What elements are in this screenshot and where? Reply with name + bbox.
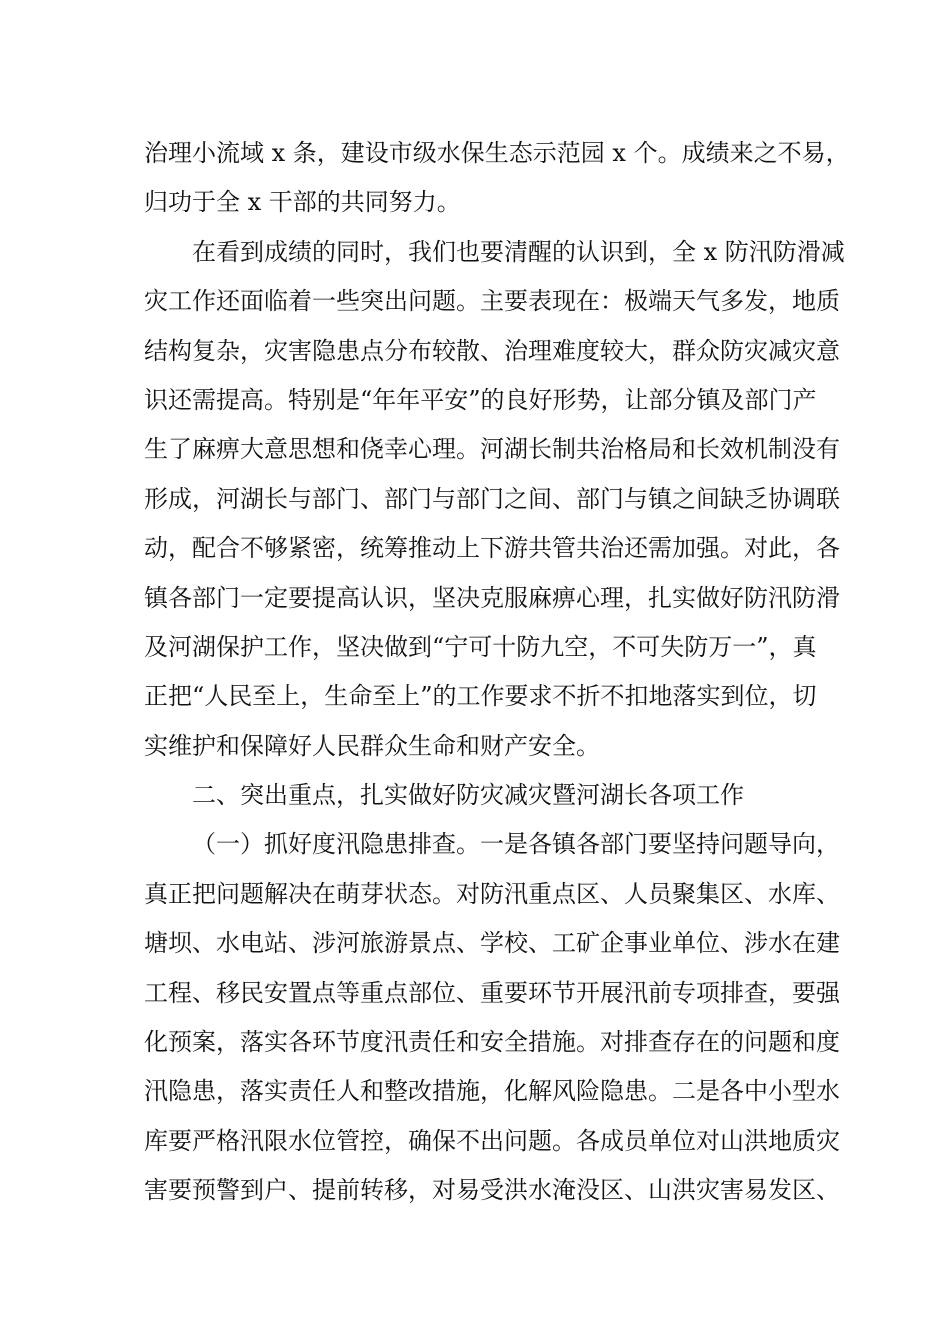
text-line: 动，配合不够紧密，统筹推动上下游共管共治还需加强。对此，各 bbox=[144, 534, 840, 563]
text-line: 正把“人民至上，生命至上”的工作要求不折不扣地落实到位，切 bbox=[144, 682, 817, 711]
text-line: 工程、移民安置点等重点部位、重要环节开展汛前专项排查，要强 bbox=[144, 978, 840, 1007]
paragraph-start-line: 在看到成绩的同时，我们也要清醒的认识到，全 x 防汛防滑减 bbox=[192, 237, 845, 266]
text-line: 识还需提高。特别是“年年平安”的良好形势，让部分镇及部门产 bbox=[144, 385, 817, 414]
subsection-start-line: （一）抓好度汛隐患排查。一是各镇各部门要坚持问题导向， bbox=[192, 830, 840, 859]
document-body bbox=[144, 129, 850, 1216]
text-line: 灾工作还面临着一些突出问题。主要表现在：极端天气多发，地质 bbox=[144, 287, 840, 316]
text-line: 塘坝、水电站、涉河旅游景点、学校、工矿企事业单位、涉水在建 bbox=[144, 929, 840, 958]
text-line: 生了麻痹大意思想和侥幸心理。河湖长制共治格局和长效机制没有 bbox=[144, 435, 840, 464]
text-line: 及河湖保护工作，坚决做到“宁可十防九空，不可失防万一”，真 bbox=[144, 632, 817, 661]
text-line: 治理小流域 x 条，建设市级水保生态示范园 x 个。成绩来之不易， bbox=[144, 139, 850, 167]
text-line: 库要严格汛限水位管控，确保不出问题。各成员单位对山洪地质灾 bbox=[144, 1126, 840, 1155]
text-line: 真正把问题解决在萌芽状态。对防汛重点区、人员聚集区、水库、 bbox=[144, 879, 840, 908]
text-line: 归功于全 x 干部的共同努力。 bbox=[144, 188, 461, 217]
text-line: 结构复杂，灾害隐患点分布较散、治理难度较大，群众防灾减灾意 bbox=[144, 336, 840, 365]
text-line: 汛隐患，落实责任人和整改措施，化解风险隐患。二是各中小型水 bbox=[144, 1077, 840, 1106]
text-line: 害要预警到户、提前转移，对易受洪水淹没区、山洪灾害易发区、 bbox=[144, 1176, 840, 1205]
text-line: 镇各部门一定要提高认识，坚决克服麻痹心理，扎实做好防汛防滑 bbox=[144, 583, 840, 612]
section-heading: 二、突出重点，扎实做好防灾减灾暨河湖长各项工作 bbox=[192, 781, 744, 810]
text-line: 实维护和保障好人民群众生命和财产安全。 bbox=[144, 731, 600, 760]
text-line: 化预案，落实各环节度汛责任和安全措施。对排查存在的问题和度 bbox=[144, 1028, 840, 1057]
text-line: 形成，河湖长与部门、部门与部门之间、部门与镇之间缺乏协调联 bbox=[144, 484, 840, 513]
